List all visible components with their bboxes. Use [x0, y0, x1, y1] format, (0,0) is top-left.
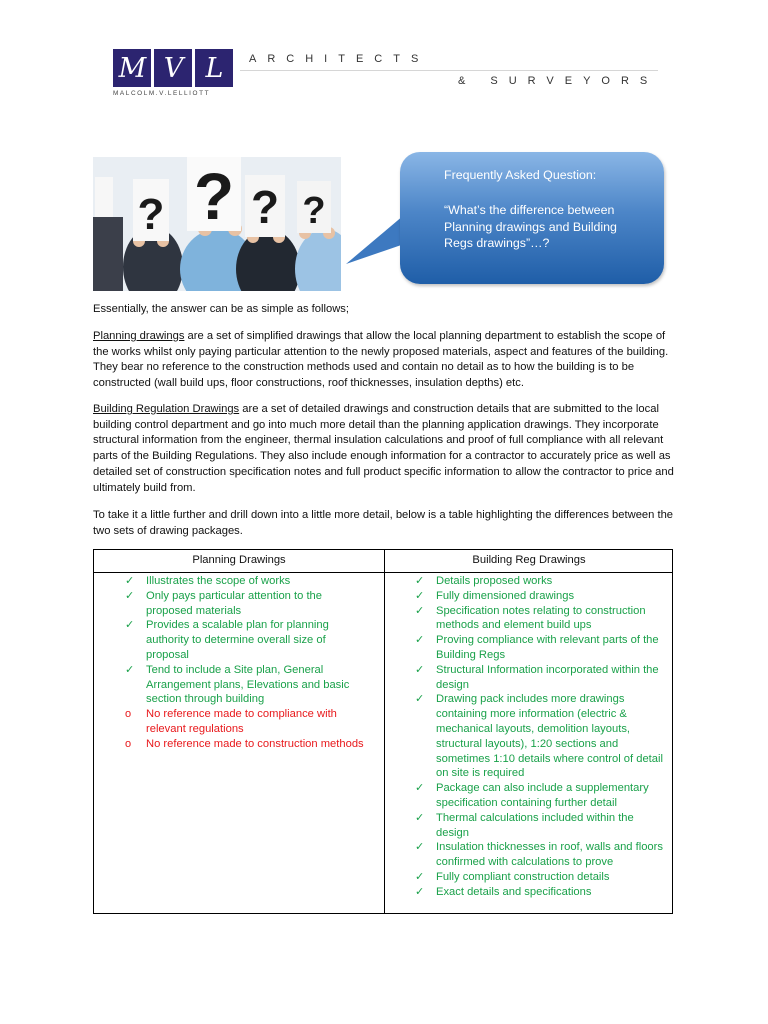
checkmark-icon: ✓ [415, 782, 425, 795]
list-item [384, 885, 664, 900]
callout-title: Frequently Asked Question: [444, 168, 597, 182]
planning-list [94, 574, 366, 752]
building-paragraph [93, 402, 677, 496]
list-item [384, 781, 664, 811]
list-item [94, 574, 366, 589]
list-item-text: Details proposed works [436, 575, 553, 587]
logo-letter-v: V [154, 49, 192, 87]
intro-paragraph: Essentially, the answer can be as simple as follows; [93, 303, 349, 315]
list-item [384, 633, 664, 663]
header-divider [240, 70, 658, 71]
checkmark-icon: ✓ [415, 841, 425, 854]
question-mark: ? [137, 190, 165, 239]
logo-letter-l: L [195, 49, 233, 87]
checkmark-icon: ✓ [415, 663, 425, 676]
firm-name-architects: ARCHITECTS [249, 53, 430, 65]
list-item [384, 692, 664, 781]
callout-question: “What’s the difference between Planning drawings and Building Regs drawings”…? [444, 203, 617, 250]
building-description: are a set of detailed drawings and construction details that are submitted to the local building control department and go into much more detail than the planning application drawings. They incorporate structural information from the engineer, thermal insulation calculations and proof of full compliance with all relevant parts of the Building Regulations. They also include enough information for a contractor to accurately price as well as detailed set of construction specification notes and full product specific information to allow the contractor to price and ultimately build from. [93, 403, 674, 494]
logo-letter-m: M [113, 49, 151, 87]
building-list [384, 574, 664, 900]
list-item [384, 589, 664, 604]
checkmark-icon: ✓ [125, 589, 135, 602]
list-item [94, 737, 366, 752]
question-mark-cards-icon [93, 157, 341, 291]
list-item-text: No reference made to compliance with relevant regulations [146, 708, 337, 735]
checkmark-icon: ✓ [415, 811, 425, 824]
checkmark-icon: ✓ [415, 575, 425, 587]
callout-bubble [400, 152, 664, 284]
logo-subtitle: MALCOLM.V.LELLIOTT [113, 90, 211, 97]
circle-bullet-icon: o [125, 737, 132, 750]
list-item-text: No reference made to construction methods [146, 737, 364, 750]
further-paragraph: To take it a little further and drill down into a little more detail, below is a table highlighting the differences between the two sets of drawing packages. [93, 509, 674, 537]
list-item [94, 707, 366, 737]
list-item-text: Drawing pack includes more drawings containing more information (electric & mechanical layouts, demolition layouts, structural layouts), 1:20 sections and sometimes 1:10 details where control of detail on site is required [436, 693, 663, 780]
list-item [384, 870, 664, 885]
checkmark-icon: ✓ [125, 575, 135, 587]
question-mark: ? [302, 190, 326, 232]
checkmark-icon: ✓ [415, 870, 425, 883]
list-item-text: Thermal calculations included within the design [436, 811, 634, 839]
list-item [384, 840, 664, 870]
list-item-text: Provides a scalable plan for planning authority to determine overall size of proposal [146, 619, 329, 661]
circle-bullet-icon: o [125, 708, 132, 721]
list-item-text: Package can also include a supplementary specification containing further detail [436, 782, 649, 809]
list-item-text: Structural Information incorporated within the design [436, 663, 659, 691]
checkmark-icon: ✓ [125, 663, 135, 676]
list-item [384, 811, 664, 841]
checkmark-icon: ✓ [415, 589, 425, 602]
list-item-text: Insulation thicknesses in roof, walls and floors confirmed with calculations to prove [436, 841, 663, 869]
list-item-text: Fully dimensioned drawings [436, 589, 575, 602]
checkmark-icon: ✓ [415, 693, 425, 706]
checkmark-icon: ✓ [415, 885, 425, 898]
question-mark: ? [193, 159, 235, 233]
list-item [384, 604, 664, 634]
planning-paragraph [93, 329, 677, 392]
company-logo [113, 49, 233, 87]
checkmark-icon: ✓ [415, 604, 425, 617]
header-row-divider [94, 572, 672, 573]
list-item-text: Proving compliance with relevant parts of the Building Regs [436, 634, 659, 661]
list-item [94, 618, 366, 662]
checkmark-icon: ✓ [125, 619, 135, 632]
faq-callout [340, 152, 670, 287]
planning-term: Planning drawings [93, 330, 185, 342]
list-item [94, 663, 366, 707]
checkmark-icon: ✓ [415, 634, 425, 647]
table-header-building: Building Reg Drawings [472, 554, 586, 566]
table-header-planning: Planning Drawings [192, 554, 286, 566]
list-item-text: Only pays particular attention to the proposed materials [146, 589, 322, 617]
list-item-text: Exact details and specifications [436, 885, 592, 898]
list-item-text: Specification notes relating to construction methods and element build ups [436, 604, 646, 632]
list-item [94, 589, 366, 619]
firm-name-surveyors: & SURVEYORS [458, 75, 659, 87]
list-item [384, 663, 664, 693]
comparison-table [93, 549, 673, 914]
list-item-text: Fully compliant construction details [436, 870, 610, 883]
question-mark: ? [250, 181, 280, 233]
building-term: Building Regulation Drawings [93, 403, 240, 415]
list-item-text: Illustrates the scope of works [146, 575, 291, 587]
planning-description: are a set of simplified drawings that allow the local planning department to establish the scope of the works whilst only paying particular attention to the newly proposed materials, aspect and features of the building. They bear no reference to the construction methods used and contain no detail as to how the building is to be constructed (wall build ups, floor constructions, roof thicknesses, insulation depths) etc. [93, 330, 669, 390]
list-item [384, 574, 664, 589]
list-item-text: Tend to include a Site plan, General Arrangement plans, Elevations and basic section through building [146, 663, 350, 706]
